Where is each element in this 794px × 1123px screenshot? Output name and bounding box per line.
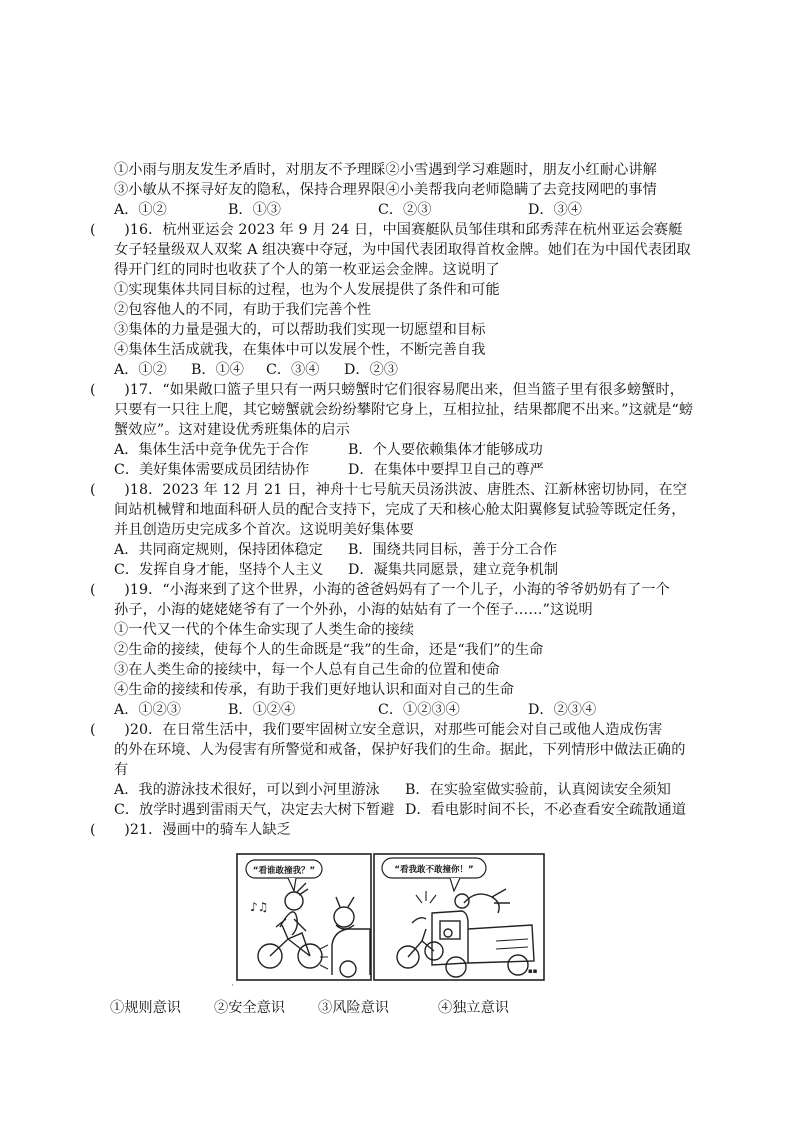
music-note-icon: ♪♫ xyxy=(250,900,269,914)
question-20-stem: 有 xyxy=(114,762,129,778)
option-a: A．①② xyxy=(114,202,167,218)
question-17-stem: 蟹效应”。这对建设优秀班集体的启示 xyxy=(114,422,350,438)
svg-text:“看我敢不敢撞你！”: “看我敢不敢撞你！” xyxy=(394,865,474,875)
option-b: B．在实验室做实验前，认真阅读安全须知 xyxy=(405,782,671,798)
statement-line: ①小雨与朋友发生矛盾时，对朋友不予理睬②小雪遇到学习难题时，朋友小红耐心讲解 xyxy=(114,162,657,178)
option-2: ②安全意识 xyxy=(214,1000,285,1016)
option-c: C．美好集体需要成员团结协作 xyxy=(114,462,310,478)
option-c: C．③④ xyxy=(266,362,320,378)
question-18-stem: 并且创造历史完成多个首次。这说明美好集体要 xyxy=(114,522,415,538)
option-b: B．围绕共同目标，善于分工合作 xyxy=(348,542,558,558)
option-b: B．①④ xyxy=(191,362,244,378)
question-19-stem: ( )19．“小海来到了这个世界，小海的爸爸妈妈有了一个儿子，小海的爷爷奶奶有了一个 xyxy=(90,582,670,598)
option-c: C．发挥自身才能，坚持个人主义 xyxy=(114,562,324,578)
option-a: A．①② xyxy=(114,362,167,378)
question-21-stem: ( )21．漫画中的骑车人缺乏 xyxy=(90,822,291,838)
option-a: A．共同商定规则，保持团体稳定 xyxy=(114,542,323,558)
option-a: A．①②③ xyxy=(114,702,181,718)
question-19-stem: 孙子，小海的姥姥姥爷有了一个外孙，小海的姑姑有了一个侄子……”这说明 xyxy=(114,602,593,618)
question-16-stem: ( )16．杭州亚运会 2023 年 9 月 24 日，中国赛艇队员邹佳琪和邱秀萍在杭州亚运会赛艇 xyxy=(90,222,683,238)
question-20-stem: ( )20．在日常生活中，我们要牢固树立安全意识，对那些可能会对自己或他人造成伤害 xyxy=(90,722,663,738)
option-c: C．②③ xyxy=(378,202,432,218)
question-16-stem: 女子轻量级双人双桨 A 组决赛中夺冠，为中国代表团取得首枚金牌。她们在为中国代表团取 xyxy=(114,242,691,258)
statement-line: ③集体的力量是强大的，可以帮助我们实现一切愿望和目标 xyxy=(114,322,486,338)
statement-line: ①一代又一代的个体生命实现了人类生命的接续 xyxy=(114,622,415,638)
option-b: B．个人要依赖集体才能够成功 xyxy=(348,442,543,458)
question-20-stem: 的外在环境、人为侵害有所警觉和戒备，保护好我们的生命。据此，下列情形中做法正确的 xyxy=(114,742,686,758)
question-17-stem: ( )17．“如果敞口篮子里只有一两只螃蟹时它们很容易爬出来，但当篮子里有很多螃蟹时， xyxy=(90,382,685,398)
option-b: B．①②④ xyxy=(228,702,296,718)
statement-line: ④生命的接续和传承，有助于我们更好地认识和面对自己的生命 xyxy=(114,682,515,698)
question-18-stem: 间站机械臂和地面科研人员的配合支持下，完成了天和核心舱太阳翼修复试验等既定任务， xyxy=(114,502,686,518)
svg-text:“看谁敢撞我？”: “看谁敢撞我？” xyxy=(252,866,316,876)
option-d: D．②③ xyxy=(344,362,398,378)
question-16-stem: 得开门红的同时也收获了个人的第一枚亚运会金牌。这说明了 xyxy=(114,262,500,278)
option-a: A．集体生活中竞争优先于合作 xyxy=(114,442,309,458)
option-d: D．③④ xyxy=(528,202,582,218)
question-18-stem: ( )18．2023 年 12 月 21 日，神舟十七号航天员汤洪波、唐胜杰、江新林密切协同，在空 xyxy=(90,482,688,498)
statement-line: ①实现集体共同目标的过程，也为个人发展提供了条件和可能 xyxy=(114,282,500,298)
statement-line: ④集体生活成就我，在集体中可以发展个性，不断完善自我 xyxy=(114,342,486,358)
statement-line: ③小敏从不探寻好友的隐私，保持合理界限④小美帮我向老师隐瞒了去竞技网吧的事情 xyxy=(114,182,657,198)
option-a: A．我的游泳技术很好，可以到小河里游泳 xyxy=(114,782,380,798)
option-4: ④独立意识 xyxy=(438,1000,509,1016)
option-b: B．①③ xyxy=(228,202,281,218)
svg-text:▪▪: ▪▪ xyxy=(528,967,538,975)
option-d: D．凝集共同愿景，建立竞争机制 xyxy=(348,562,559,578)
question-17-stem: 只要有一只往上爬，其它螃蟹就会纷纷攀附它身上，互相拉扯，结果都爬不出来。”这就是“螃 xyxy=(114,402,694,418)
option-3: ③风险意识 xyxy=(318,1000,389,1016)
option-c: C．放学时遇到雷雨天气，决定去大树下暂避 xyxy=(114,802,395,818)
statement-line: ②包容他人的不同，有助于我们完善个性 xyxy=(114,302,372,318)
option-d: D．②③④ xyxy=(528,702,597,718)
statement-line: ②生命的接续，使每个人的生命既是“我”的生命，还是“我们”的生命 xyxy=(114,642,544,658)
statement-line: ③在人类生命的接续中，每一个人总有自己生命的位置和使命 xyxy=(114,662,500,678)
option-d: D．在集体中要捍卫自己的尊严 xyxy=(348,462,544,478)
option-1: ①规则意识 xyxy=(110,1000,181,1016)
scan-dot: · xyxy=(231,981,234,991)
option-c: C．①②③④ xyxy=(378,702,460,718)
comic-illustration xyxy=(236,853,546,981)
option-d: D．看电影时间不长，不必查看安全疏散通道 xyxy=(405,802,686,818)
